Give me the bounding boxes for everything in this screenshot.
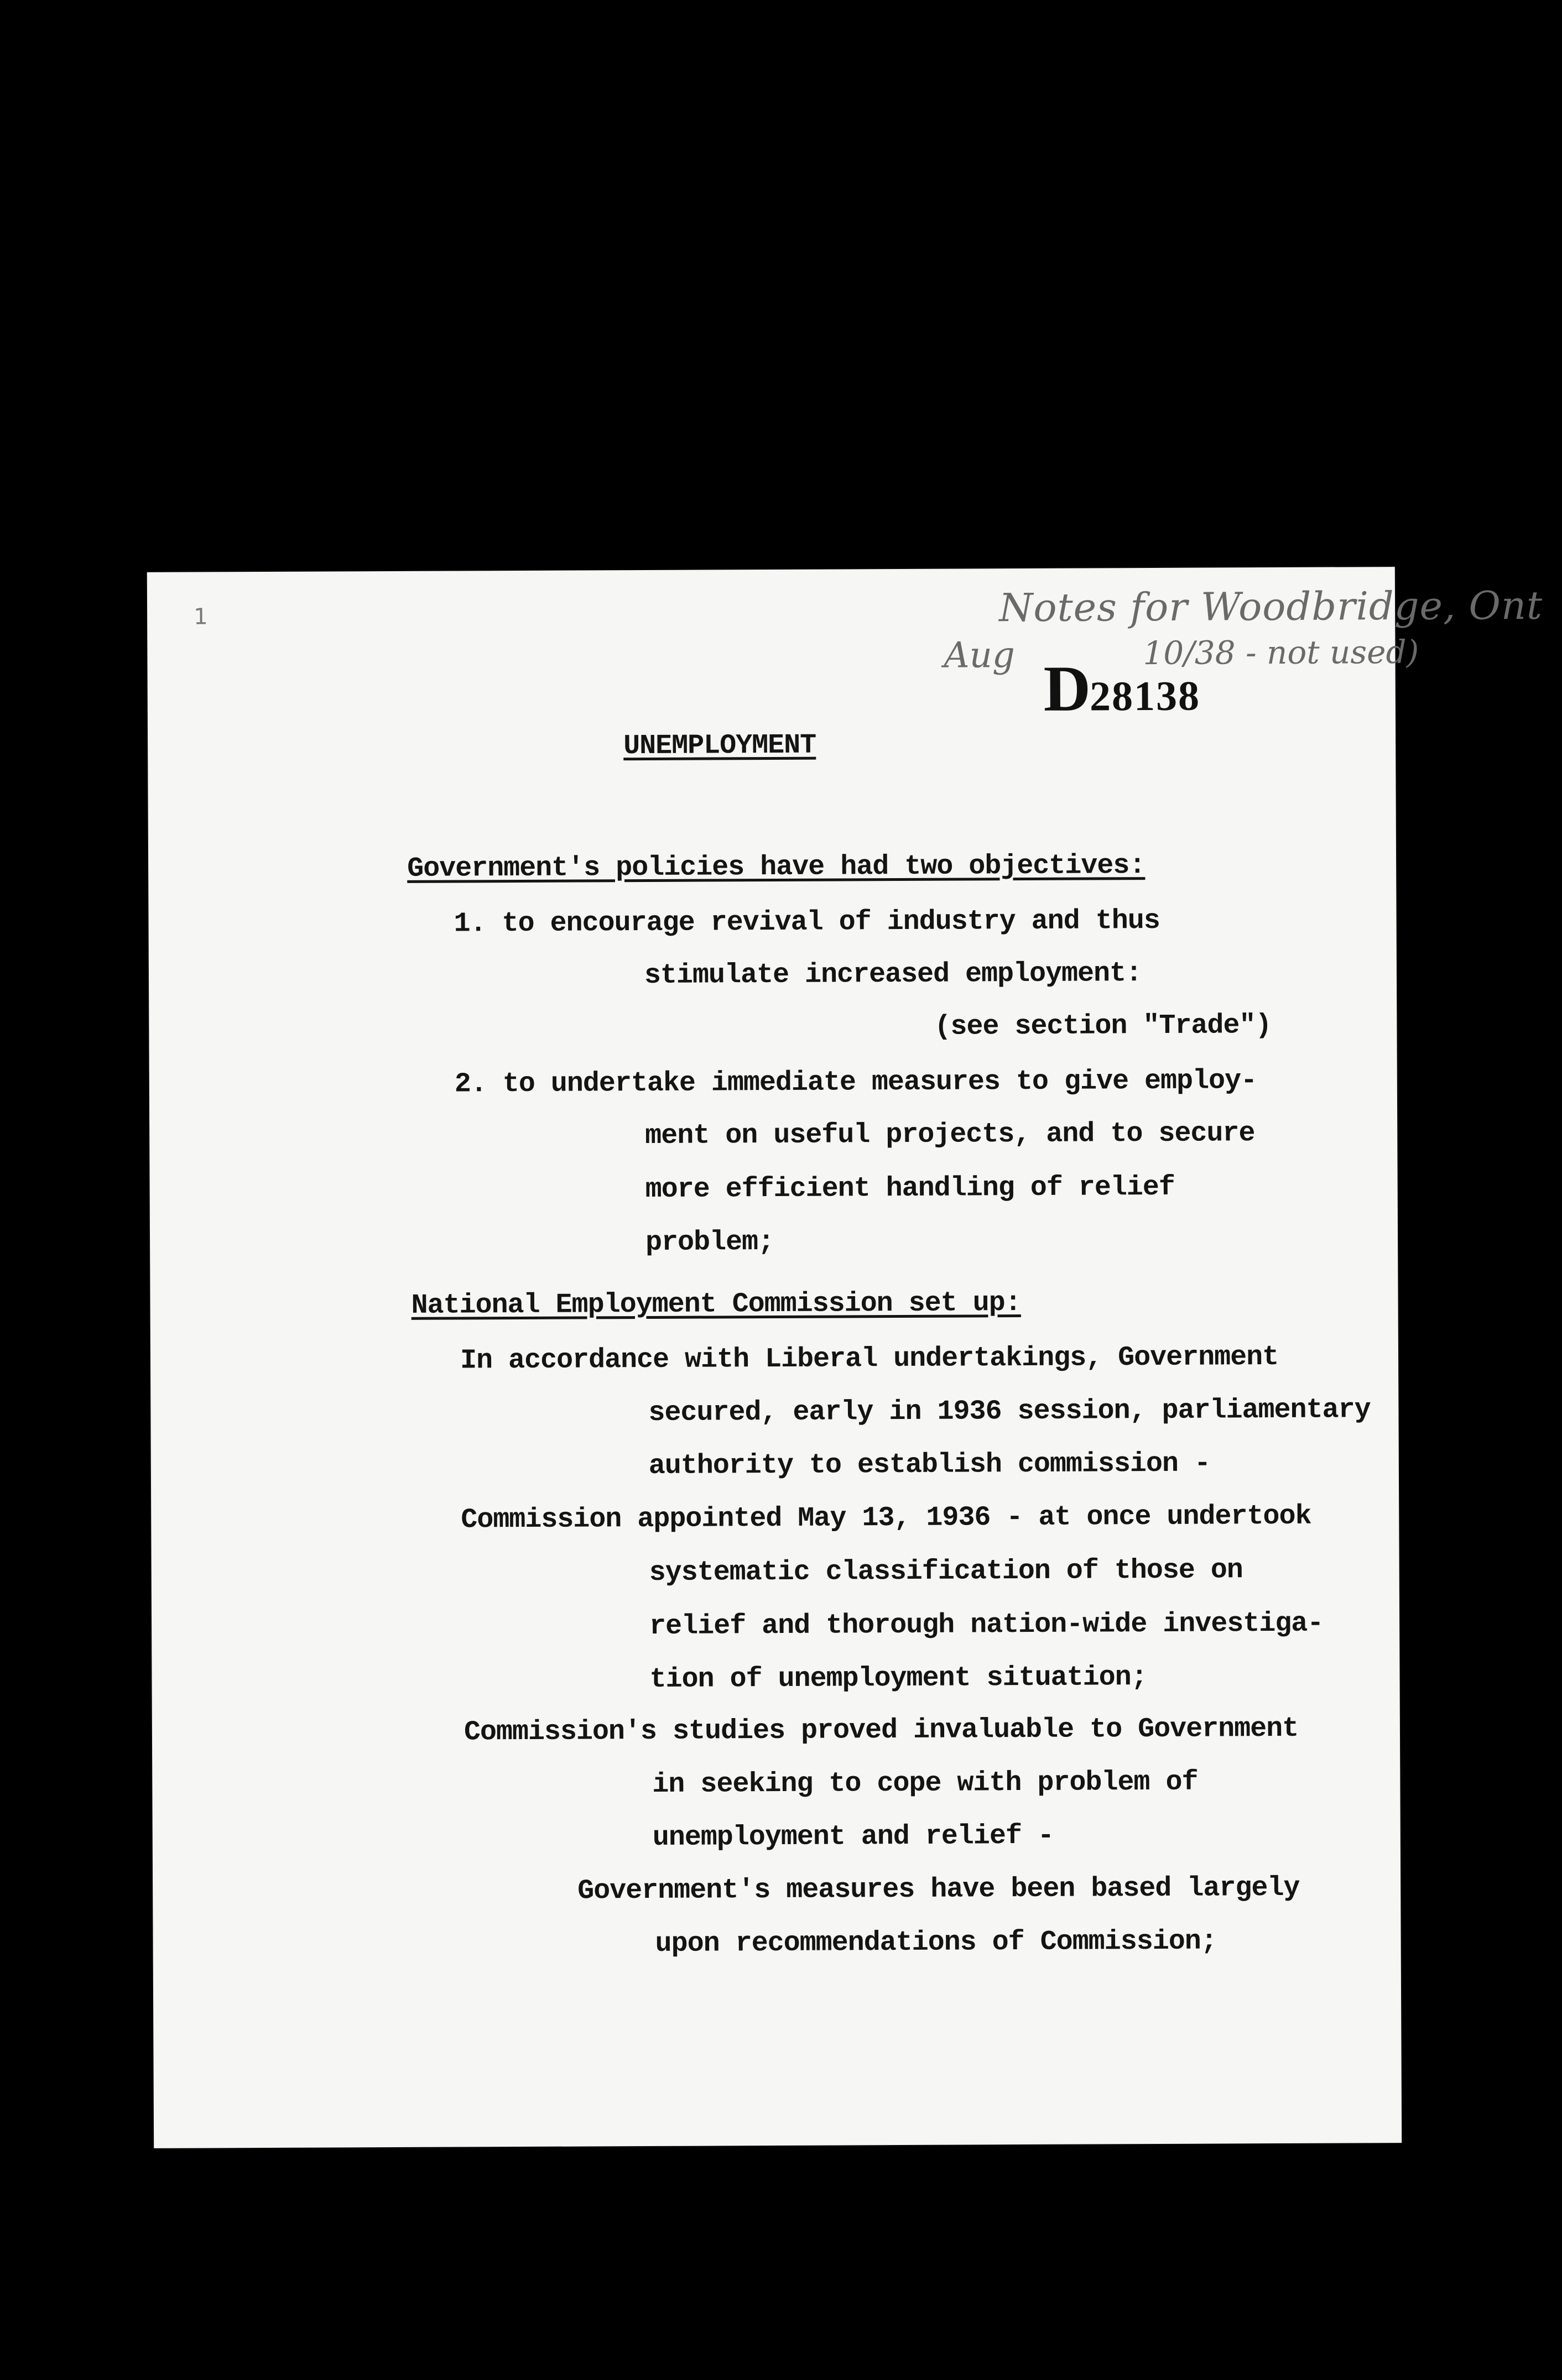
document-title: UNEMPLOYMENT bbox=[623, 729, 816, 763]
section1-line-6: more efficient handling of relief bbox=[645, 1171, 1175, 1206]
section2-line-11: Government's measures have been based largely bbox=[577, 1872, 1300, 1907]
handwritten-note-date-prefix: Aug bbox=[944, 635, 1016, 676]
section2-line-5: systematic classification of those on bbox=[649, 1554, 1243, 1589]
section2-heading: National Employment Commission set up: bbox=[411, 1287, 1021, 1322]
document-number bbox=[1043, 651, 1200, 727]
section2-line-7: tion of unemployment situation; bbox=[649, 1662, 1147, 1695]
section2-line-10: unemployment and relief - bbox=[652, 1820, 1054, 1854]
section2-line-12: upon recommendations of Commission; bbox=[655, 1925, 1217, 1960]
section1-line-7: problem; bbox=[645, 1226, 774, 1259]
section2-line-4: Commission appointed May 13, 1936 - at once undertook bbox=[461, 1500, 1311, 1536]
section2-line-3: authority to establish commission - bbox=[648, 1448, 1211, 1482]
section1-heading: Government's policies have had two objectives: bbox=[407, 850, 1146, 885]
document-number-value: 28138 bbox=[1089, 672, 1201, 720]
section1-line-1: 1. to encourage revival of industry and thus bbox=[454, 905, 1160, 940]
section2-line-2: secured, early in 1936 session, parliamentary bbox=[648, 1394, 1371, 1429]
section1-line-2: stimulate increased employment: bbox=[644, 958, 1142, 992]
document-page bbox=[147, 567, 1543, 2148]
document-number-prefix: D bbox=[1043, 652, 1090, 725]
section2-line-9: in seeking to cope with problem of bbox=[652, 1766, 1198, 1800]
handwritten-note-line-1: Notes for Woodbridge, Ont bbox=[998, 582, 1543, 631]
section2-line-6: relief and thorough nation-wide investiga- bbox=[649, 1607, 1324, 1642]
section2-line-8: Commission's studies proved invaluable to Government bbox=[464, 1713, 1299, 1749]
section2-line-1: In accordance with Liberal undertakings, Government bbox=[460, 1342, 1279, 1377]
edge-mark: 1 bbox=[194, 604, 208, 630]
section1-line-4: 2. to undertake immediate measures to give employ- bbox=[454, 1065, 1257, 1100]
section1-line-3: (see section "Trade") bbox=[934, 1010, 1272, 1043]
section1-line-5: ment on useful projects, and to secure bbox=[645, 1118, 1255, 1152]
handwritten-note-line-2: 10/38 - not used) bbox=[1143, 633, 1419, 672]
